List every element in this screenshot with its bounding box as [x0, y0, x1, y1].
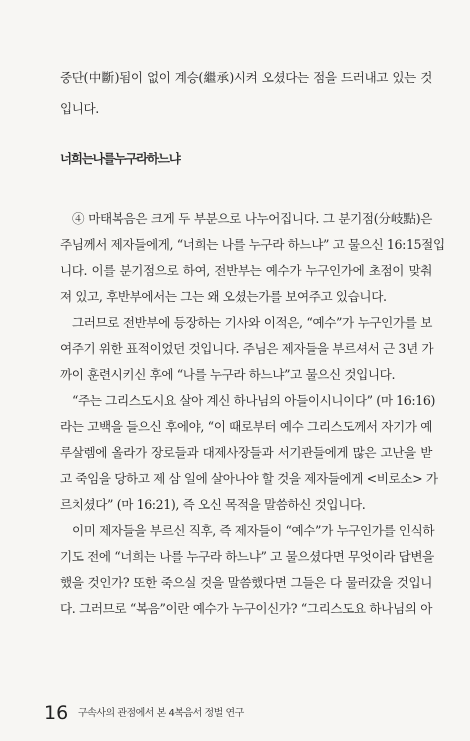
body-line: 다. 그러므로 “복음”이란 예수가 누구이신가? “그리스도요 하나님의 아	[60, 601, 432, 616]
body-line: 라는 고백을 들으신 후에야, “이 때로부터 예수 그리스도께서 자기가 예	[60, 419, 432, 434]
body-line: 그러므로 전반부에 등장하는 기사와 이적은, “예수”가 누구인가를 보	[72, 315, 432, 330]
body-line: 기도 전에 “너희는 나를 누구라 하느냐” 고 물으셨다면 무엇이라 답변을	[60, 549, 434, 564]
body-line: ④ 마태복음은 크게 두 부분으로 나누어집니다. 그 분기점(分岐點)은	[72, 211, 432, 226]
body-line: 까이 훈련시키신 후에 “나를 누구라 하느냐”고 물으신 것입니다.	[60, 367, 396, 382]
body-line: 고 죽임을 당하고 제 삼 일에 살아나야 할 것을 제자들에게 <비로소> 가	[60, 471, 438, 486]
body-line: 했을 것인가? 또한 죽으실 것을 말씀했다면 그들은 다 물러갔을 것입니	[60, 575, 432, 590]
running-footer-title: 구속사의 관점에서 본 4복음서 정벌 연구	[78, 708, 244, 719]
body-line: 루살렘에 올라가 장로들과 대제사장들과 서기관들에게 많은 고난을 받	[60, 445, 432, 460]
body-line: 르치셨다” (마 16:21), 즉 오신 목적을 말씀하신 것입니다.	[60, 497, 366, 512]
body-line: “주는 그리스도시요 살아 계신 하나님의 아들이시니이다” (마 16:16)	[72, 393, 435, 408]
body-line: 주님께서 제자들에게, “너희는 나를 누구라 하느냐” 고 물으신 16:15절입	[60, 237, 445, 252]
body-line: 입니다.	[60, 101, 99, 116]
body-line: 니다. 이를 분기점으로 하여, 전반부는 예수가 누구인가에 초점이 맞춰	[60, 263, 432, 278]
body-line: 이미 제자들을 부르신 직후, 즉 제자들이 “예수”가 누구인가를 인식하	[72, 523, 435, 538]
section-heading: 너희는나를누구라하느냐	[60, 151, 180, 166]
page-number: 16	[44, 702, 69, 724]
body-line: 져 있고, 후반부에서는 그는 왜 오셨는가를 보여주고 있습니다.	[60, 289, 387, 304]
body-line: 여주기 위한 표적이었던 것입니다. 주님은 제자들을 부르셔서 근 3년 가	[60, 341, 434, 356]
body-line: 중단(中斷)됨이 없이 계승(繼承)시켜 오셨다는 점을 드러내고 있는 것	[60, 70, 432, 85]
